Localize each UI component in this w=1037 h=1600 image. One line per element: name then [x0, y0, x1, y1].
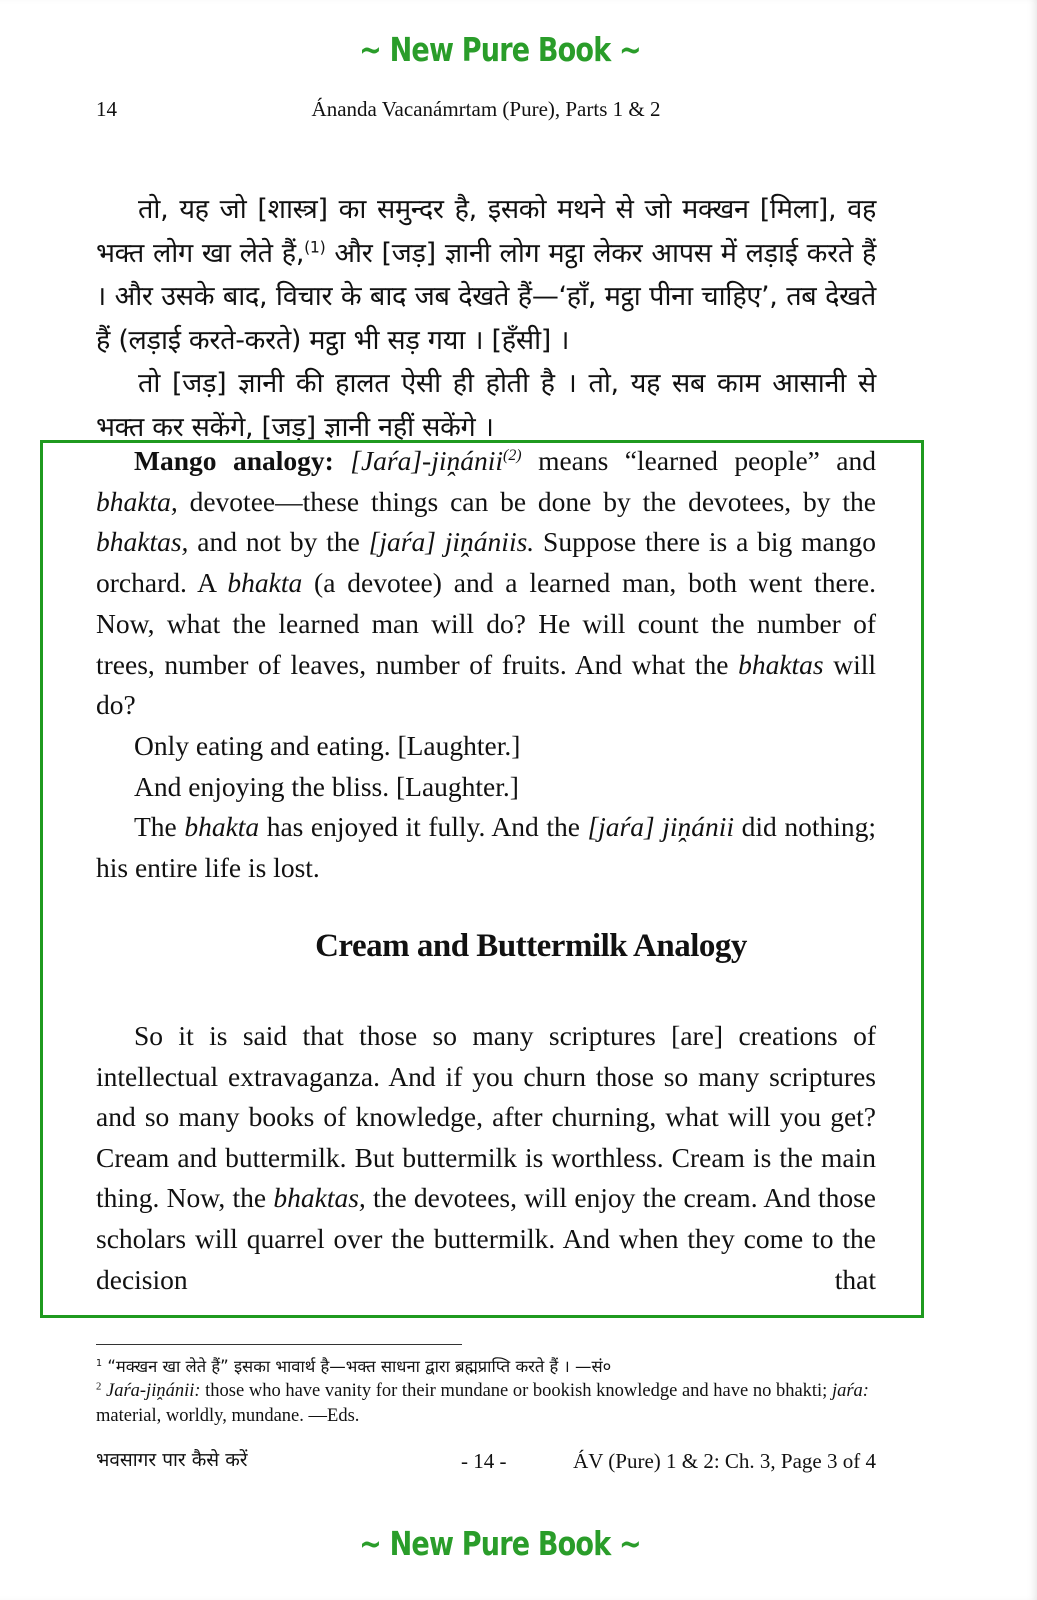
cream-section-text: [96, 1016, 876, 1300]
footnote-text: “मक्खन खा लेते हैं” इसका भावार्थ है—भक्त साधना द्वारा ब्रह्मप्राप्ति करते हैं । —सं०: [102, 1357, 612, 1376]
paragraph: [96, 1016, 876, 1300]
running-header: [96, 97, 876, 127]
footnote-mark: 1: [96, 1358, 103, 1370]
english-text: [96, 441, 876, 889]
term: bhakta: [184, 811, 260, 843]
footnote-text: material, worldly, mundane. —Eds.: [96, 1406, 360, 1426]
footnote-mark: 2: [96, 1380, 102, 1393]
text-run: Suppose there is a big mango orchard. A: [96, 526, 877, 599]
footnote-ref: (2): [503, 447, 522, 465]
text-run: means “learned people” and: [521, 445, 877, 476]
text-run: So it is said that those so many scriptures [are] creations of intellectual extravaganza. And if you churn those so many scriptures and so many books of knowledge, after churning, what will you get? Cream and buttermilk. But buttermilk is worthless. Cream is the main thing. Now, the: [96, 1020, 876, 1214]
mango-paragraph: [96, 441, 876, 726]
term: bhaktas,: [273, 1182, 366, 1214]
text-run: and not by the: [188, 526, 369, 558]
hindi-text-run: तो, यह जो [शास्त्र] का समुन्दर है, इसको मथने से जो मक्खन [मिला], वह भक्त लोग खा लेते हैं,: [96, 194, 876, 269]
term: [Jaŕa]-jiṋánii: [350, 445, 504, 476]
footer-left: भवसागर पार कैसे करें: [96, 1449, 248, 1471]
hindi-paragraph: तो [जड़] ज्ञानी की हालत ऐसी ही होती है । तो, यह सब काम आसानी से भक्त कर सकेंगे, [जड़] ज्ञानी नहीं सकेंगे ।: [96, 368, 876, 443]
footnotes: [96, 1354, 876, 1429]
text-run: (a devotee) and a learned man, both went there. Now, what the learned man will do? He will count the number of trees, number of leaves, number of fruits. And what the: [96, 567, 876, 680]
footer-page-number: - 14 -: [461, 1449, 507, 1473]
term: bhaktas,: [96, 526, 189, 558]
term: bhakta,: [96, 485, 178, 517]
hindi-text: [96, 188, 876, 449]
term: [jaŕa] jiṋániis.: [368, 526, 535, 558]
header-title: Ánanda Vacanámrtam (Pure), Parts 1 & 2: [311, 97, 661, 121]
header-page-number: 14: [96, 97, 117, 121]
hindi-text-run: और [जड़] ज्ञानी लोग मट्ठा लेकर आपस में लड़ाई करते हैं । और उसके बाद, विचार के बाद जब देखते हैं—‘हाँ, मट्ठा पीना चाहिए’, तब देखते हैं (लड़ाई करते-करते) मट्ठा भी सड़ गया । [हँसी] ।: [96, 237, 877, 356]
text-run: did nothing; his entire life is lost.: [96, 811, 876, 884]
footnote-rule: [96, 1344, 462, 1345]
footnote-ref: (1): [304, 236, 326, 256]
term: jaŕa:: [831, 1381, 869, 1401]
bottom-banner: ~ New Pure Book ~: [359, 1524, 641, 1563]
text-run: has enjoyed it fully. And the: [259, 811, 588, 843]
term: Jaŕa-jiṋánii:: [101, 1381, 201, 1401]
text-run: the devotees, will enjoy the cream. And those scholars will quarrel over the buttermilk. And when they come to the decision that: [96, 1182, 876, 1295]
page-footer: [96, 1446, 876, 1478]
text-run: devotee—these things can be done by the devotees, by the: [177, 485, 876, 517]
paragraph: And enjoying the bliss. [Laughter.]: [134, 770, 519, 802]
term: bhaktas: [738, 648, 824, 680]
footnote-1: [96, 1354, 876, 1379]
top-banner: ~ New Pure Book ~: [359, 30, 641, 69]
text-run: The: [134, 811, 185, 843]
mango-label: Mango analogy:: [134, 445, 334, 476]
term: [jaŕa] jiṋánii: [587, 811, 735, 843]
paragraph: [96, 807, 876, 888]
footnote-text: those who have vanity for their mundane or bookish knowledge and have no bhakti;: [200, 1381, 832, 1401]
term: bhakta: [227, 567, 303, 599]
paragraph: Only eating and eating. [Laughter.]: [134, 729, 521, 761]
footnote-2: [96, 1379, 876, 1429]
footer-right: ÁV (Pure) 1 & 2: Ch. 3, Page 3 of 4: [573, 1449, 876, 1473]
hindi-paragraph: [96, 188, 876, 362]
text-run: will do?: [96, 648, 877, 721]
section-heading: Cream and Buttermilk Analogy: [315, 928, 747, 964]
